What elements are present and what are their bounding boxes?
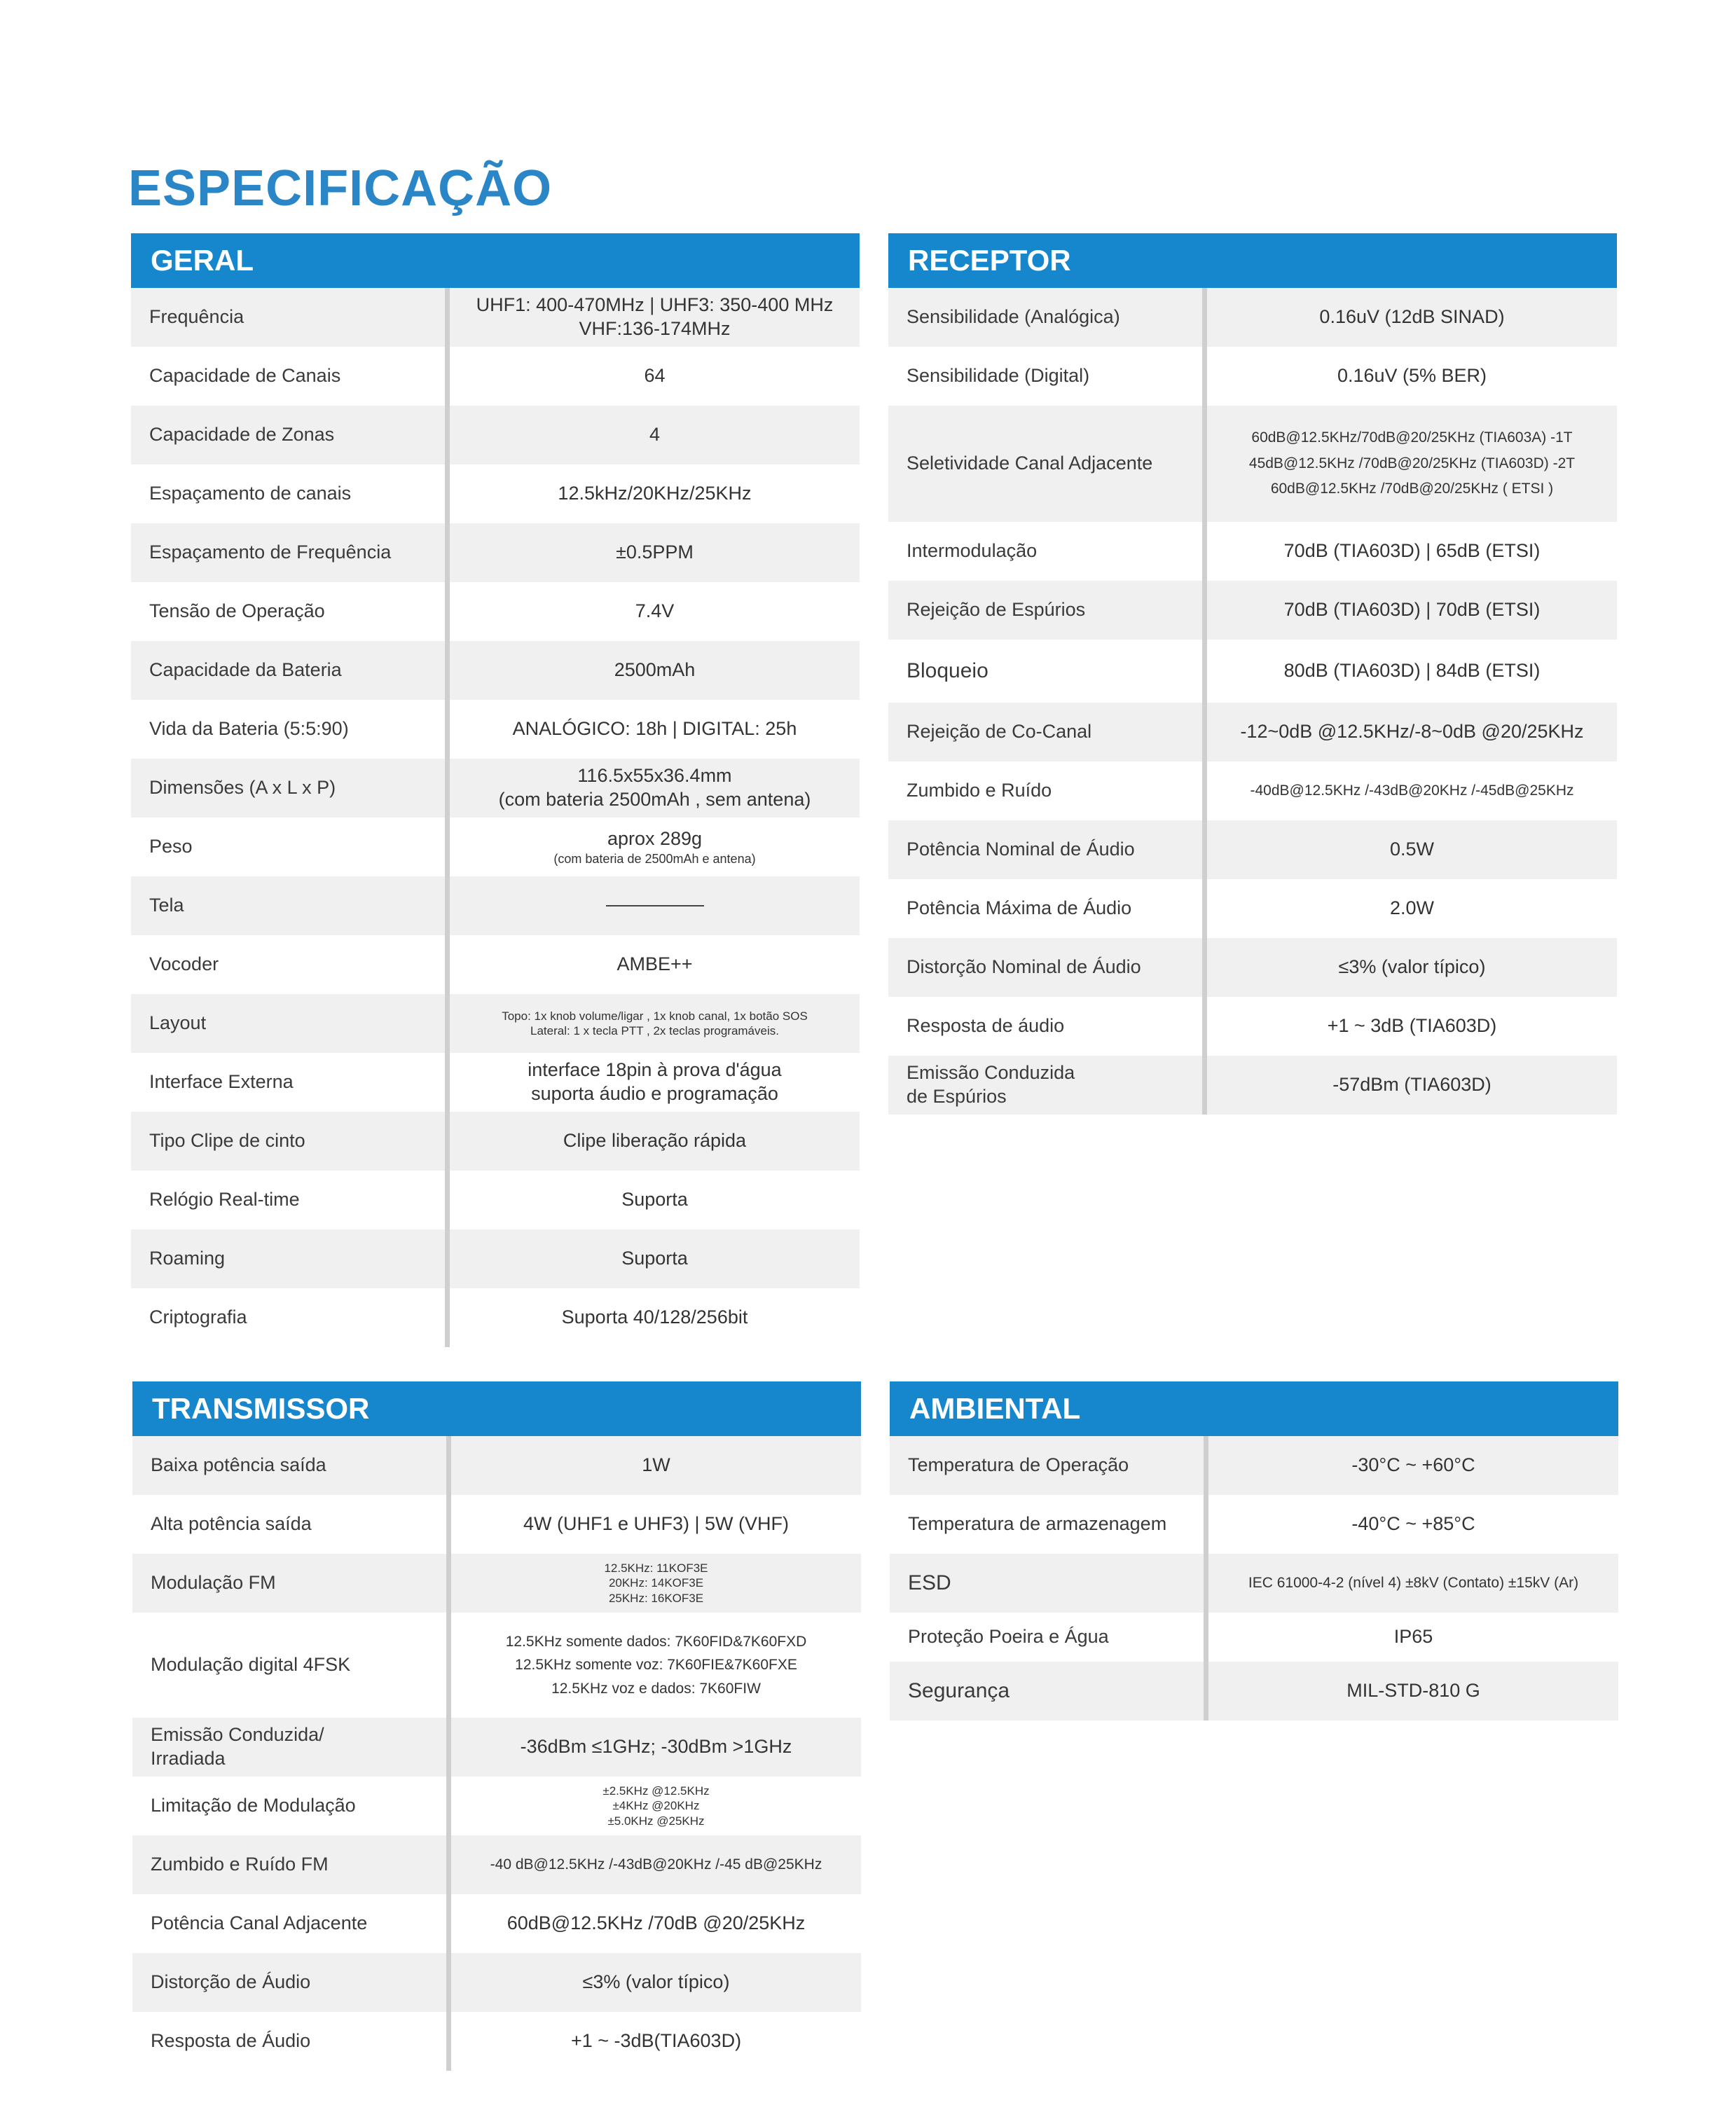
spec-value: 4W (UHF1 e UHF3) | 5W (VHF)	[523, 1513, 789, 1535]
spec-label: Capacidade da Bateria	[149, 659, 342, 681]
table-row	[132, 1953, 861, 2012]
spec-value: 12.5kHz/20KHz/25KHz	[558, 483, 752, 504]
spec-label: Resposta de áudio	[907, 1015, 1065, 1037]
table-row	[132, 1835, 861, 1894]
weight-note: (com bateria de 2500mAh e antena)	[553, 851, 756, 866]
spec-label: Peso	[149, 836, 193, 857]
spec-value: 116.5x55x36.4mm (com bateria 2500mAh , sem antena)	[498, 765, 811, 810]
spec-label: Frequência	[149, 306, 244, 328]
ambiental-header: AMBIENTAL	[890, 1381, 1618, 1436]
table-row	[132, 1894, 861, 1953]
table-row	[131, 876, 860, 935]
table-row	[131, 994, 860, 1053]
spec-value: 2500mAh	[614, 659, 696, 681]
table-row	[131, 641, 860, 700]
spec-label: Temperatura de armazenagem	[908, 1513, 1167, 1535]
table-row	[132, 1613, 861, 1718]
table-row	[890, 1662, 1618, 1721]
spec-value: Suporta 40/128/256bit	[561, 1306, 748, 1328]
spec-value: Topo: 1x knob volume/ligar , 1x knob canal, 1x botão SOS Lateral: 1 x tecla PTT , 2x teclas programáveis.	[502, 1009, 808, 1037]
spec-value: ≤3% (valor típico)	[582, 1971, 730, 1993]
spec-label: Sensibilidade (Analógica)	[907, 306, 1120, 328]
spec-label: Sensibilidade (Digital)	[907, 365, 1090, 387]
spec-value: 0.16uV (5% BER)	[1337, 365, 1487, 387]
table-row	[131, 406, 860, 464]
spec-value: 7.4V	[635, 600, 675, 622]
table-row	[888, 347, 1617, 406]
receptor-panel	[888, 233, 1617, 1115]
table-row	[131, 1288, 860, 1347]
spec-label: Temperatura de Operação	[908, 1454, 1129, 1476]
spec-value: -30°C ~ +60°C	[1351, 1454, 1475, 1476]
spec-label: Potência Nominal de Áudio	[907, 839, 1135, 860]
spec-label: Emissão Conduzida de Espúrios	[907, 1062, 1075, 1107]
table-row	[131, 1229, 860, 1288]
spec-value: IP65	[1393, 1626, 1433, 1648]
spec-value: Clipe liberação rápida	[563, 1130, 747, 1152]
spec-label: Rejeição de Co-Canal	[907, 721, 1092, 743]
spec-label: Criptografia	[149, 1306, 247, 1328]
transmissor-header: TRANSMISSOR	[132, 1381, 861, 1436]
table-row	[132, 1495, 861, 1554]
spec-label: Relógio Real-time	[149, 1189, 300, 1211]
spec-value: Suporta	[621, 1189, 688, 1211]
spec-value: +1 ~ -3dB(TIA603D)	[570, 2030, 742, 2052]
spec-value: 0.16uV (12dB SINAD)	[1319, 306, 1505, 328]
table-row	[132, 1777, 861, 1835]
spec-label: Rejeição de Espúrios	[907, 599, 1086, 621]
table-row	[132, 1554, 861, 1613]
table-row	[131, 464, 860, 523]
spec-value: 12.5KHz somente dados: 7K60FID&7K60FXD 12.5KHz somente voz: 7K60FIE&7K60FXE 12.5KHz voz e dados: 7K60FIW	[505, 1633, 807, 1697]
empty-value-dash	[606, 905, 704, 906]
spec-label: Distorção Nominal de Áudio	[907, 956, 1141, 978]
spec-label: Baixa potência saída	[151, 1454, 326, 1476]
spec-label: Alta potência saída	[151, 1513, 312, 1535]
spec-label: Potência Canal Adjacente	[151, 1912, 368, 1934]
spec-label: Resposta de Áudio	[151, 2030, 311, 2052]
table-row	[131, 523, 860, 582]
spec-label: Zumbido e Ruído FM	[151, 1854, 329, 1875]
spec-label: Roaming	[149, 1248, 226, 1269]
table-row	[131, 1112, 860, 1171]
spec-label: Tensão de Operação	[149, 600, 325, 622]
spec-value	[445, 905, 860, 906]
spec-label: Interface Externa	[149, 1071, 294, 1093]
table-row	[888, 522, 1617, 581]
spec-label: Espaçamento de Frequência	[149, 542, 392, 563]
spec-value: ±2.5KHz @12.5KHz ±4KHz @20KHz ±5.0KHz @25KHz	[602, 1784, 710, 1828]
spec-label: Potência Máxima de Áudio	[907, 897, 1132, 919]
spec-value: UHF1: 400-470MHz | UHF3: 350-400 MHz VHF:136-174MHz	[476, 294, 834, 339]
spec-label: Modulação FM	[151, 1572, 276, 1594]
spec-label: Proteção Poeira e Água	[908, 1626, 1109, 1648]
table-row	[888, 406, 1617, 522]
table-row	[888, 581, 1617, 640]
table-row	[888, 997, 1617, 1056]
spec-label: Modulação digital 4FSK	[151, 1654, 351, 1676]
table-row	[888, 640, 1617, 703]
table-row	[132, 1436, 861, 1495]
spec-value: IEC 61000-4-2 (nível 4) ±8kV (Contato) ±15kV (Ar)	[1248, 1574, 1579, 1591]
spec-value: MIL-STD-810 G	[1346, 1680, 1480, 1702]
spec-label: Capacidade de Zonas	[149, 424, 335, 446]
spec-label: Capacidade de Canais	[149, 365, 341, 387]
geral-table	[131, 288, 860, 1347]
table-row	[131, 1171, 860, 1229]
spec-label: Distorção de Áudio	[151, 1971, 311, 1993]
spec-value: 60dB@12.5KHz /70dB @20/25KHz	[507, 1912, 806, 1934]
spec-value	[445, 827, 860, 867]
geral-header: GERAL	[131, 233, 860, 288]
spec-label: Limitação de Modulação	[151, 1795, 356, 1816]
table-row	[131, 759, 860, 818]
spec-value: -12~0dB @12.5KHz/-8~0dB @20/25KHz	[1240, 721, 1584, 743]
spec-label: Seletividade Canal Adjacente	[907, 453, 1153, 474]
spec-value: -40dB@12.5KHz /-43dB@20KHz /-45dB@25KHz	[1250, 782, 1574, 799]
spec-value: ±0.5PPM	[616, 542, 694, 563]
spec-value: ANALÓGICO: 18h | DIGITAL: 25h	[512, 718, 797, 740]
spec-value: 0.5W	[1389, 839, 1435, 860]
spec-value: 4	[649, 424, 661, 446]
table-row	[131, 1053, 860, 1112]
receptor-header: RECEPTOR	[888, 233, 1617, 288]
spec-value: +1 ~ 3dB (TIA603D)	[1327, 1015, 1497, 1037]
spec-value: -36dBm ≤1GHz; -30dBm >1GHz	[520, 1736, 792, 1758]
spec-label: Vida da Bateria (5:5:90)	[149, 718, 349, 740]
spec-value: 70dB (TIA603D) | 65dB (ETSI)	[1283, 540, 1541, 562]
spec-label: Espaçamento de canais	[149, 483, 352, 504]
transmissor-panel	[132, 1381, 861, 2071]
spec-label: Tipo Clipe de cinto	[149, 1130, 305, 1152]
spec-value: 60dB@12.5KHz/70dB@20/25KHz (TIA603A) -1T 45dB@12.5KHz /70dB@20/25KHz (TIA603D) -2T 60dB@12.5KHz /70dB@20/25KHz ( ETSI )	[1248, 429, 1576, 497]
table-row	[131, 347, 860, 406]
table-row	[890, 1436, 1618, 1495]
table-row	[890, 1613, 1618, 1662]
spec-value: 2.0W	[1389, 897, 1435, 919]
geral-panel	[131, 233, 860, 1347]
spec-value: Suporta	[621, 1248, 688, 1269]
spec-value: -40°C ~ +85°C	[1351, 1513, 1475, 1535]
spec-value: 12.5KHz: 11KOF3E 20KHz: 14KOF3E 25KHz: 16KOF3E	[604, 1561, 708, 1605]
weight-value: aprox 289g	[607, 827, 703, 849]
table-row	[131, 582, 860, 641]
page-title: ESPECIFICAÇÃO	[128, 160, 553, 216]
table-row	[888, 703, 1617, 761]
table-row	[132, 2012, 861, 2071]
table-row	[131, 818, 860, 876]
spec-label: Bloqueio	[907, 659, 988, 683]
spec-value: ≤3% (valor típico)	[1338, 956, 1486, 978]
spec-label: Vocoder	[149, 953, 219, 975]
spec-value: -57dBm (TIA603D)	[1332, 1074, 1492, 1096]
spec-value: 70dB (TIA603D) | 70dB (ETSI)	[1283, 599, 1541, 621]
spec-label: Layout	[149, 1012, 207, 1034]
ambiental-panel	[890, 1381, 1618, 1721]
table-row	[131, 700, 860, 759]
spec-label: ESD	[908, 1571, 951, 1595]
table-row	[888, 288, 1617, 347]
spec-value: 1W	[642, 1454, 670, 1476]
table-row	[888, 1056, 1617, 1115]
transmissor-table	[132, 1436, 861, 2071]
ambiental-table	[890, 1436, 1618, 1721]
table-row	[888, 879, 1617, 938]
spec-value: 64	[644, 365, 666, 387]
spec-label: Emissão Conduzida/ Irradiada	[151, 1724, 324, 1769]
spec-value: AMBE++	[616, 953, 693, 975]
spec-label: Dimensões (A x L x P)	[149, 777, 336, 799]
spec-value: 80dB (TIA603D) | 84dB (ETSI)	[1283, 660, 1541, 682]
spec-label: Segurança	[908, 1679, 1010, 1703]
table-row	[890, 1554, 1618, 1613]
spec-label: Tela	[149, 895, 184, 916]
spec-label: Zumbido e Ruído	[907, 780, 1052, 801]
spec-value: interface 18pin à prova d'água suporta áudio e programação	[528, 1059, 782, 1104]
table-row	[888, 820, 1617, 879]
table-row	[888, 761, 1617, 820]
receptor-table	[888, 288, 1617, 1115]
table-row	[131, 935, 860, 994]
spec-value: -40 dB@12.5KHz /-43dB@20KHz /-45 dB@25KHz	[490, 1856, 822, 1873]
table-row	[131, 288, 860, 347]
table-row	[890, 1495, 1618, 1554]
table-row	[132, 1718, 861, 1777]
table-row	[888, 938, 1617, 997]
spec-label: Intermodulação	[907, 540, 1038, 562]
